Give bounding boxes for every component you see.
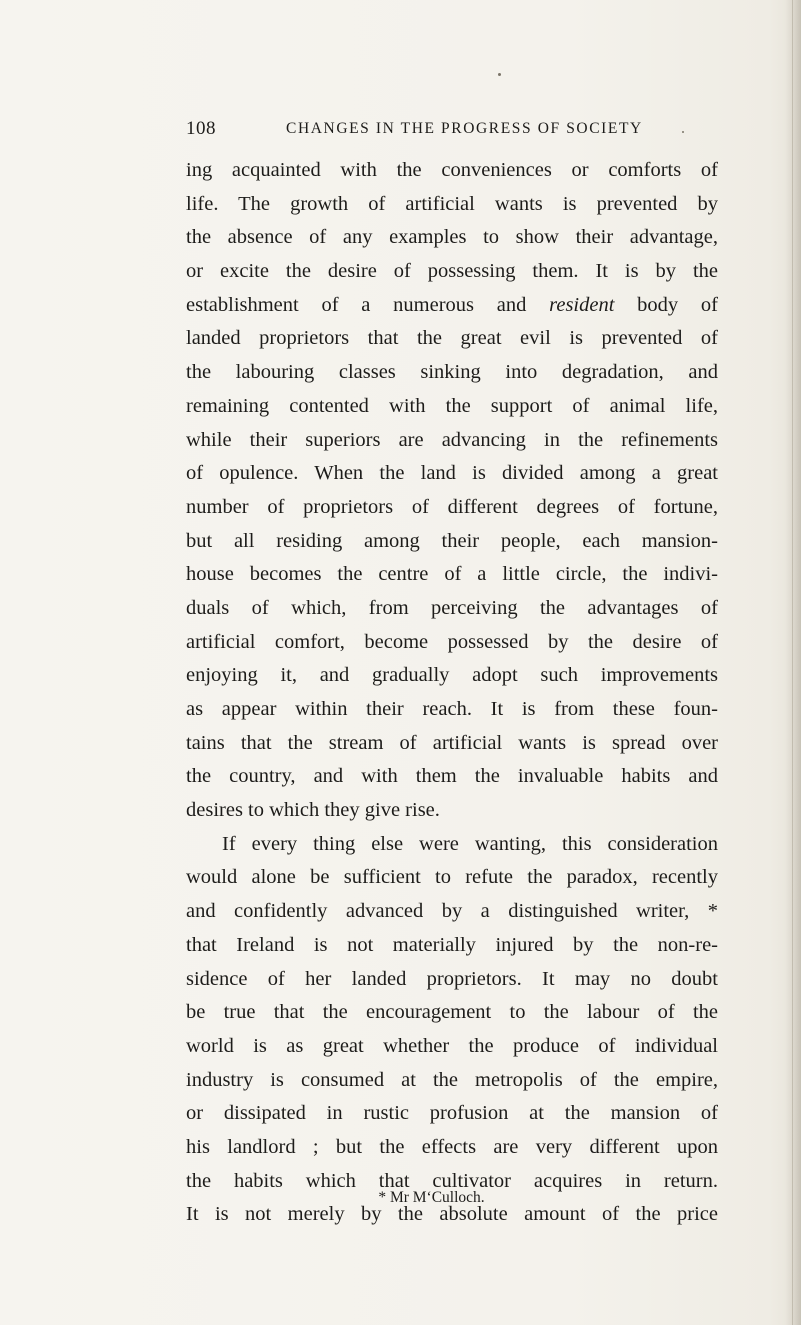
text-line: while their superiors are advancing in the refinements	[186, 428, 718, 451]
paragraph-end-line: desires to which they give rise.	[186, 799, 440, 822]
text-line: the habits which that cultivator acquires in return.	[186, 1169, 718, 1192]
text-line: be true that the encouragement to the labour of the	[186, 1001, 718, 1024]
text-line: would alone be sufficient to refute the paradox, recently	[186, 866, 718, 889]
text-line: industry is consumed at the metropolis of the empire,	[186, 1068, 718, 1091]
paragraph-start-line: If every thing else were wanting, this consideration	[222, 832, 718, 855]
page-edge-shadow	[785, 0, 801, 1325]
text-line: world is as great whether the produce of individual	[186, 1034, 718, 1057]
paper-speck	[498, 73, 501, 76]
running-head	[0, 118, 801, 142]
italic-word: resident	[549, 293, 615, 316]
text-line: sidence of her landed proprietors. It may no doubt	[186, 967, 718, 990]
text-line: or excite the desire of possessing them. It is by the	[186, 260, 718, 283]
text-line: but all residing among their people, each mansion-	[186, 529, 718, 552]
text-line: number of proprietors of different degrees of fortune,	[186, 495, 718, 518]
text-line: that Ireland is not materially injured by the non-re-	[186, 933, 718, 956]
text-line: life. The growth of artificial wants is prevented by	[186, 192, 718, 215]
text-line: and confidently advanced by a distinguished writer, *	[186, 900, 718, 923]
running-title: CHANGES IN THE PROGRESS OF SOCIETY	[286, 120, 643, 137]
text-line: house becomes the centre of a little circle, the indivi-	[186, 563, 718, 586]
body-text	[186, 154, 718, 1232]
text-line: his landlord ; but the effects are very different upon	[186, 1135, 718, 1158]
text-line: as appear within their reach. It is from these foun-	[186, 698, 718, 720]
text-line: ing acquainted with the conveniences or comforts of	[186, 159, 718, 181]
text-line	[186, 289, 718, 323]
text-line: the labouring classes sinking into degradation, and	[186, 361, 718, 384]
text-line: of opulence. When the land is divided among a great	[186, 462, 718, 485]
text-line: tains that the stream of artificial wants is spread over	[186, 731, 718, 754]
text-line: It is not merely by the absolute amount of the price	[186, 1203, 718, 1226]
text-line: duals of which, from perceiving the advantages of	[186, 596, 718, 619]
text-line: the country, and with them the invaluable habits and	[186, 765, 718, 788]
text-line: remaining contented with the support of animal life,	[186, 394, 718, 417]
page-number: 108	[186, 118, 216, 139]
page-edge-line	[792, 0, 793, 1325]
text-line-start: establishment of a numerous and	[186, 293, 550, 316]
text-line: or dissipated in rustic profusion at the mansion of	[186, 1102, 718, 1125]
text-line: enjoying it, and gradually adopt such improvements	[186, 664, 718, 687]
text-line: landed proprietors that the great evil is prevented of	[186, 327, 718, 350]
text-line: artificial comfort, become possessed by the desire of	[186, 630, 718, 653]
text-line: the absence of any examples to show their advantage,	[186, 226, 718, 249]
text-line-end: body of	[614, 293, 719, 316]
footnote: * Mr M‘Culloch.	[378, 1189, 485, 1206]
